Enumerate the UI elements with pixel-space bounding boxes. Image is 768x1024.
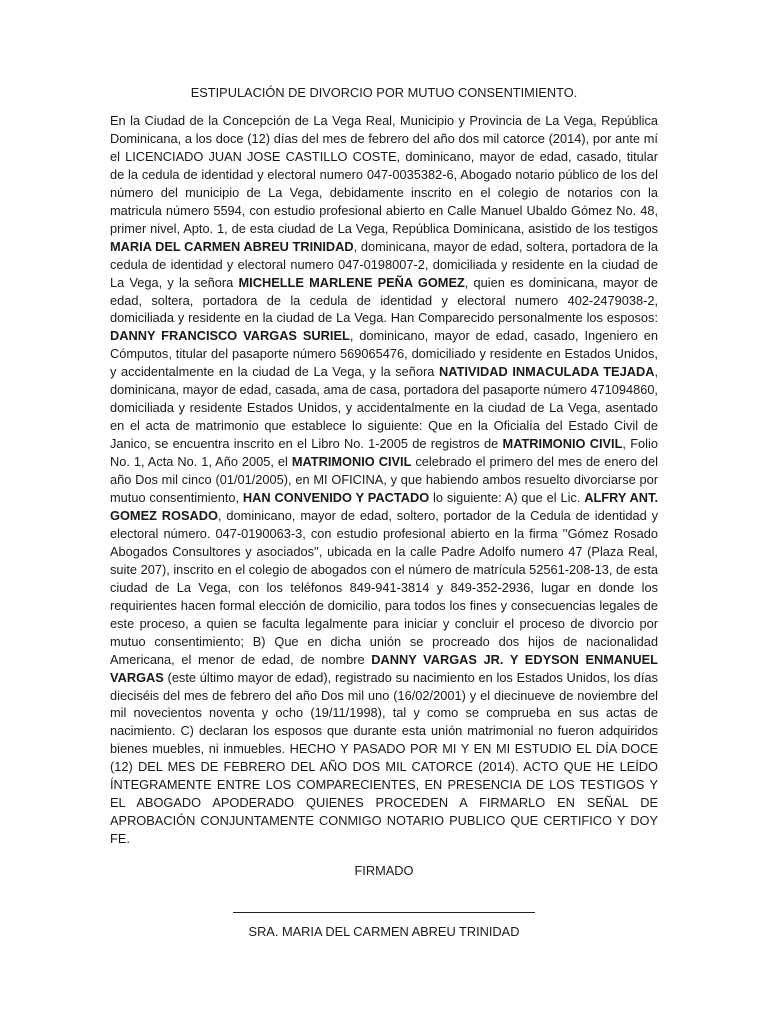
signatory-name: SRA. MARIA DEL CARMEN ABREU TRINIDAD bbox=[248, 924, 520, 940]
bold-term-matrimonio-civil: MATRIMONIO CIVIL bbox=[502, 436, 623, 452]
spouse-name-husband: DANNY FRANCISCO VARGAS SURIEL bbox=[110, 328, 350, 344]
lawyer-name: ALFRY ANT. GOMEZ ROSADO bbox=[110, 490, 658, 523]
body-text-segment: , Folio No. 1, Acta No. 1, Año 2005, el bbox=[110, 436, 658, 470]
document-body-paragraph bbox=[110, 112, 658, 848]
spouse-name-wife: NATIVIDAD INMACULADA TEJADA bbox=[439, 364, 655, 380]
document-page bbox=[110, 84, 658, 941]
body-text-segment: , dominicano, mayor de edad, soltero, portador de la Cedula de identidad y electoral número. 047-0190063-3, con estudio profesional abierto en la firma ''Gómez Rosado Abogados Consultores y asociados'', ubicada en la calle Padre Adolfo numero 47 (Plaza Real, suite 207), inscrito en el colegio de abogados con el número de matrícula 52561-208-13, de esta ciudad de La Vega, con los teléfonos 849-941-3814 y 849-352-2936, lugar en donde los requirientes hacen formal elección de domicilio, para todos los fines y consecuencias legales de este proceso, a quien se faculta legalmente para iniciar y concluir el proceso de divorcio por mutuo consentimiento; B) Que en dicha unión se procreado dos hijos de nacionalidad Americana, el menor de edad, de nombre bbox=[110, 507, 658, 667]
body-text-segment: , dominicana, mayor de edad, soltera, portadora de la cedula de identidad y electoral numero 047-0198007-2, domiciliada y residente en la ciudad de La Vega, y la señora bbox=[110, 238, 658, 290]
bold-term-han-convenido: HAN CONVENIDO Y PACTADO bbox=[242, 490, 430, 506]
children-names: DANNY VARGAS JR. Y EDYSON ENMANUEL VARGAS bbox=[110, 651, 658, 685]
document-title: ESTIPULACIÓN DE DIVORCIO POR MUTUO CONSENTIMIENTO. bbox=[190, 85, 578, 100]
body-text-segment: , dominicana, mayor de edad, casada, ama de casa, portadora del pasaporte número 471094860, domiciliada y residente Estados Unidos, y accidentalmente en la ciudad de La Vega, asentado en el acta de matrimonio que establece lo siguiente: Que en la Oficialía del Estado Civil de Janico, se encuentra inscrito en el Libro No. 1-2005 de registros de bbox=[110, 364, 658, 452]
signed-label: FIRMADO bbox=[354, 863, 414, 879]
body-text-segment: celebrado el primero del mes de enero del año Dos mil cinco (01/01/2005), en MI OFICINA, y que habiendo ambos resuelto divorciarse por mutuo consentimiento, bbox=[110, 454, 658, 506]
body-text-segment: lo siguiente: A) que el Lic. bbox=[429, 490, 585, 506]
body-text-segment: (este último mayor de edad), registrado su nacimiento en los Estados Unidos, los días dieciséis del mes de febrero del año Dos mil uno (16/02/2001) y el diecinueve de noviembre del mil novecientos noventa y ocho (19/11/1998), tal y como se comprueba en sus actas de nacimiento. C) declaran los esposos que durante esta unión matrimonial no fueron adquiridos bienes muebles, ni inmuebles. HECHO Y PASADO POR MI Y EN MI ESTUDIO EL DÍA DOCE (12) DEL MES DE FEBRERO DEL AÑO DOS MIL CATORCE (2014). ACTO QUE HE LEÍDO ÍNTEGRAMENTE ENTRE LOS COMPARECIENTES, EN PRESENCIA DE LOS TESTIGOS Y EL ABOGADO APODERADO QUIENES PROCEDEN A FIRMARLO EN SEÑAL DE APROBACIÓN CONJUNTAMENTE CONMIGO NOTARIO PUBLICO QUE CERTIFICO Y DOY FE. bbox=[110, 669, 658, 847]
witness-name-2: MICHELLE MARLENE PEÑA GOMEZ bbox=[238, 274, 465, 290]
body-text-segment: En la Ciudad de la Concepción de La Vega Real, Municipio y Provincia de La Vega, República Dominicana, a los doce (12) días del mes de febrero del año dos mil catorce (2014), por ante mí el LICENCIADO JUAN JOSE CASTILLO COSTE, dominicano, mayor de edad, casado, titular de la cedula de identidad y electoral numero 047-0035382-6, Abogado notario público de los del número del municipio de La Vega, debidamente inscrito en el colegio de notarios con la matricula número 5594, con estudio profesional abierto en Calle Manuel Ubaldo Gómez No. 48, primer nivel, Apto. 1, de esta ciudad de La Vega, República Dominicana, asistido de los testigos bbox=[110, 113, 658, 236]
signature-line bbox=[233, 912, 535, 913]
witness-name-1: MARIA DEL CARMEN ABREU TRINIDAD bbox=[110, 238, 354, 254]
bold-term-matrimonio-civil: MATRIMONIO CIVIL bbox=[291, 454, 412, 470]
body-text-segment: , dominicano, mayor de edad, casado, Ingeniero en Cómputos, titular del pasaporte número 569065476, domiciliado y residente en Estados Unidos, y accidentalmente en la ciudad de La Vega, y la señora bbox=[110, 328, 658, 380]
body-text-segment: , quien es dominicana, mayor de edad, soltera, portadora de la cedula de identidad y electoral numero 402-2479038-2, domiciliada y residente en la ciudad de La Vega. Han Comparecido personalmente los esposos: bbox=[110, 274, 659, 326]
